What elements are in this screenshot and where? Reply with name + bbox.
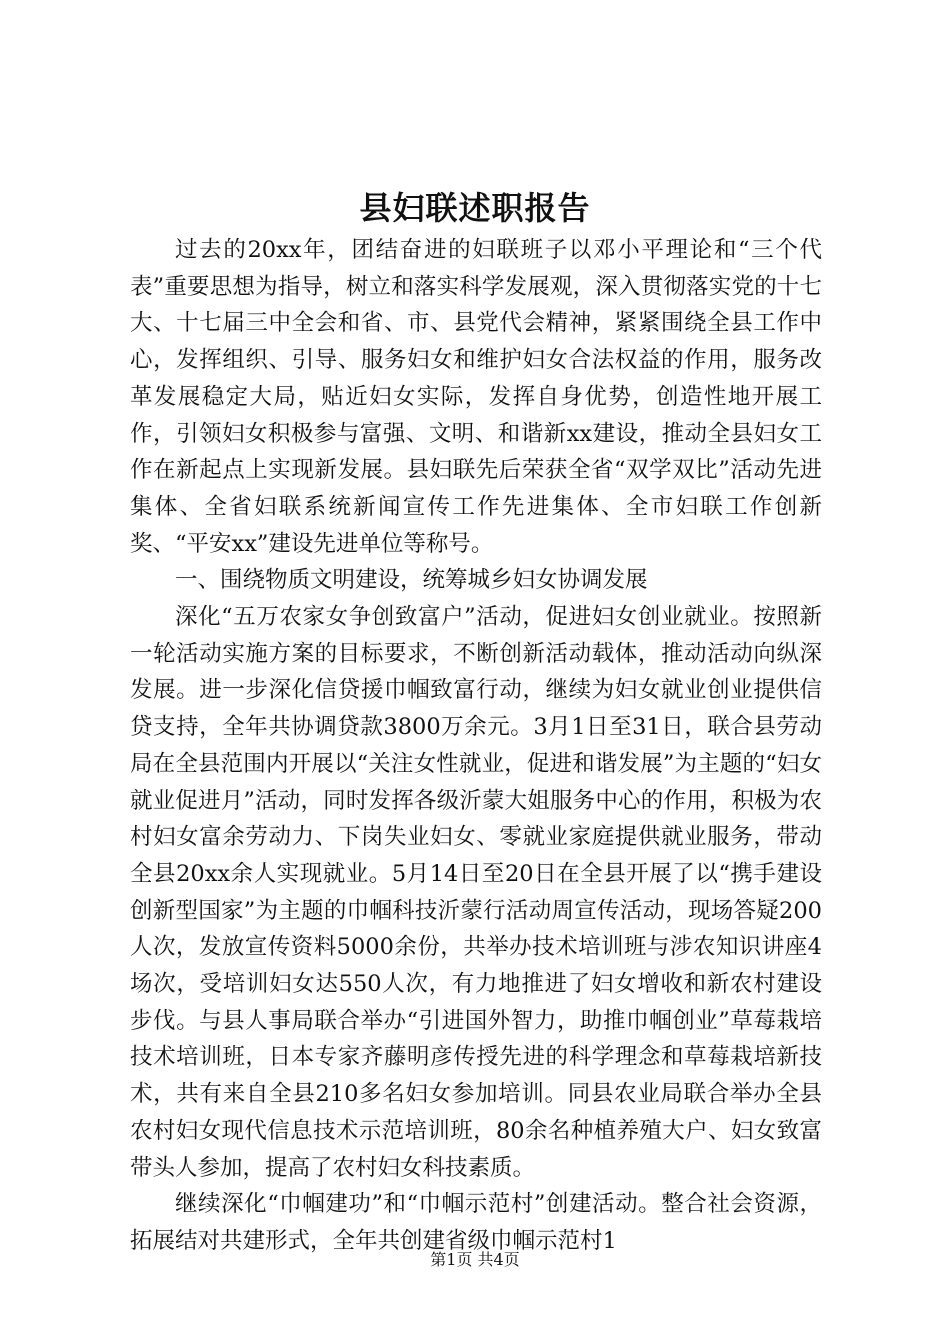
paragraph-intro: 过去的20xx年，团结奋进的妇联班子以邓小平理论和“三个代表”重要思想为指导，树立和落实科学发展观，深入贯彻落实党的十七大、十七届三中全会和省、市、县党代会精神，紧紧围绕全县工作中心，发挥组织、引导、服务妇女和维护妇女合法权益的作用，服务改革发展稳定大局，贴近妇女实际，发挥自身优势，创造性地开展工作，引领妇女积极参与富强、文明、和谐新xx建设，推动全县妇女工作在新起点上实现新发展。县妇联先后荣获全省“双学双比”活动先进集体、全省妇联系统新闻宣传工作先进集体、全市妇联工作创新奖、“平安xx”建设先进单位等称号。 [130, 237, 822, 557]
paragraph-employment: 深化“五万农家女争创致富户”活动，促进妇女创业就业。按照新一轮活动实施方案的目标要求，不断创新活动载体，推动活动向纵深发展。进一步深化信贷援巾帼致富行动，继续为妇女就业创业提供信贷支持，全年共协调贷款3800万余元。3月1日至31日，联合县劳动局在全县范围内开展以“关注女性就业，促进和谐发展”为主题的“妇女就业促进月”活动，同时发挥各级沂蒙大姐服务中心的作用，积极为农村妇女富余劳动力、下岗失业妇女、零就业家庭提供就业服务，带动全县20xx余人实现就业。5月14日至20日在全县开展了以“携手建设创新型国家”为主题的巾帼科技沂蒙行活动周宣传活动，现场答疑200人次，发放宣传资料5000余份，共举办技术培训班与涉农知识讲座4场次，受培训妇女达550人次，有力地推进了妇女增收和新农村建设步伐。与县人事局联合举办“引进国外智力，助推巾帼创业”草莓栽培技术培训班，日本专家齐藤明彦传授先进的科学理念和草莓栽培新技术，共有来自全县210多名妇女参加培训。同县农业局联合举办全县农村妇女现代信息技术示范培训班，80余名种植养殖大户、妇女致富带头人参加，提高了农村妇女科技素质。 [130, 604, 822, 1181]
section-heading-1: 一、围绕物质文明建设，统筹城乡妇女协调发展 [175, 567, 648, 594]
page-footer: 第1页 共4页 [430, 1250, 520, 1269]
document-title: 县妇联述职报告 [359, 189, 591, 227]
document-body [130, 232, 822, 1260]
paragraph-demonstration-village: 继续深化“巾帼建功”和“巾帼示范村”创建活动。整合社会资源，拓展结对共建形式，全年共创建省级巾帼示范村1 [130, 1191, 822, 1254]
